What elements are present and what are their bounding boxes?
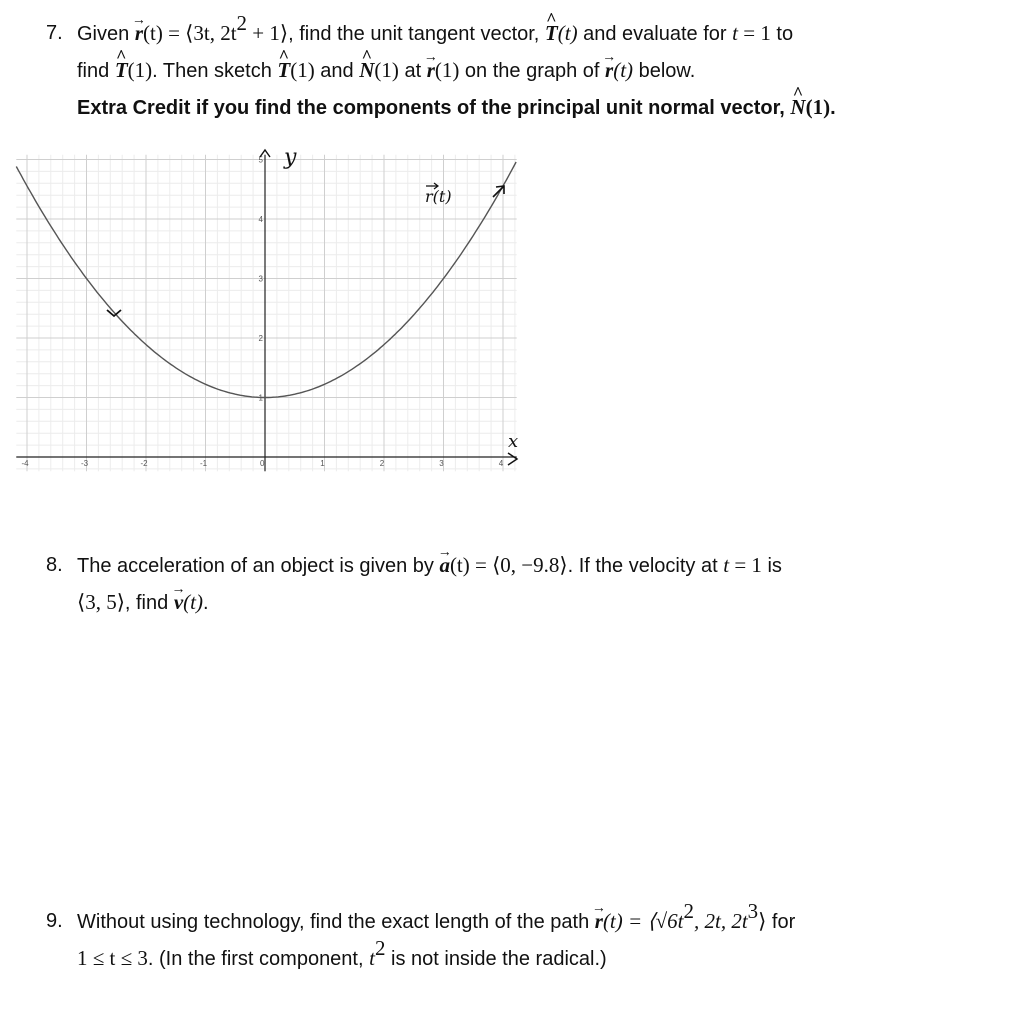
question-7-line-1: Given → r(t) = ⟨3t, $2t^2$ + 1⟩, find the unit tangent vector, ^ T(t) and evaluate for t = 1 to	[77, 15, 836, 52]
question-9-line-1: Without using technology, find the exact length of the path → $r(t) = ⟨√6t^2$, 2t, $2t^3⟩$ for	[77, 903, 795, 940]
x-tick-label: 2	[379, 459, 385, 468]
y-tick-labels	[259, 156, 264, 403]
x-tick-label: -4	[21, 459, 29, 468]
question-9	[46, 899, 1006, 977]
question-8-line-2: ⟨3, 5⟩, find → v(t).	[77, 584, 782, 621]
question-9-line-2: 1 ≤ t ≤ 3. (In the first component, $t^2$ is not inside the radical.)	[77, 936, 607, 970]
parabola-graph	[8, 140, 532, 475]
y-axis-label: y	[284, 145, 297, 170]
question-7	[46, 11, 1006, 125]
x-tick-label: 3	[439, 459, 444, 468]
y-tick-label: 5	[258, 155, 263, 165]
y-tick-label: 1	[258, 393, 263, 403]
question-7-number: 7.	[46, 22, 63, 44]
question-7-extra-credit: Extra Credit if you find the components of the principal unit normal vector, ^ N(1).	[77, 89, 836, 126]
question-9-body	[77, 899, 796, 977]
y-tick-label: 2	[258, 334, 263, 343]
question-7-line-2: find ^ T(1). Then sketch ^ T(1) and ^ N(1) at → r(1) on the graph of → r(t) below.	[77, 52, 836, 89]
y-tick-label: 4	[258, 215, 263, 224]
curve-label: r(t)	[425, 187, 452, 206]
x-tick-label: 0	[260, 459, 265, 468]
x-tick-label: -1	[199, 459, 208, 468]
x-axis-arrow-icon	[508, 453, 517, 465]
x-tick-label: -3	[80, 459, 89, 468]
x-axis-label: x	[508, 431, 519, 452]
x-tick-label: -2	[140, 459, 148, 468]
question-9-number: 9.	[46, 910, 63, 932]
y-tick-label: 3	[258, 274, 263, 284]
x-tick-label: 4	[498, 459, 504, 468]
question-8-body	[77, 547, 782, 621]
question-8-line-1: The acceleration of an object is given by → a(t) = ⟨0, −9.8⟩. If the velocity at t = 1 is	[77, 547, 782, 584]
question-7-body	[77, 11, 836, 126]
question-8-number: 8.	[46, 554, 63, 576]
x-tick-label: 1	[320, 459, 325, 468]
question-8	[46, 547, 1006, 621]
